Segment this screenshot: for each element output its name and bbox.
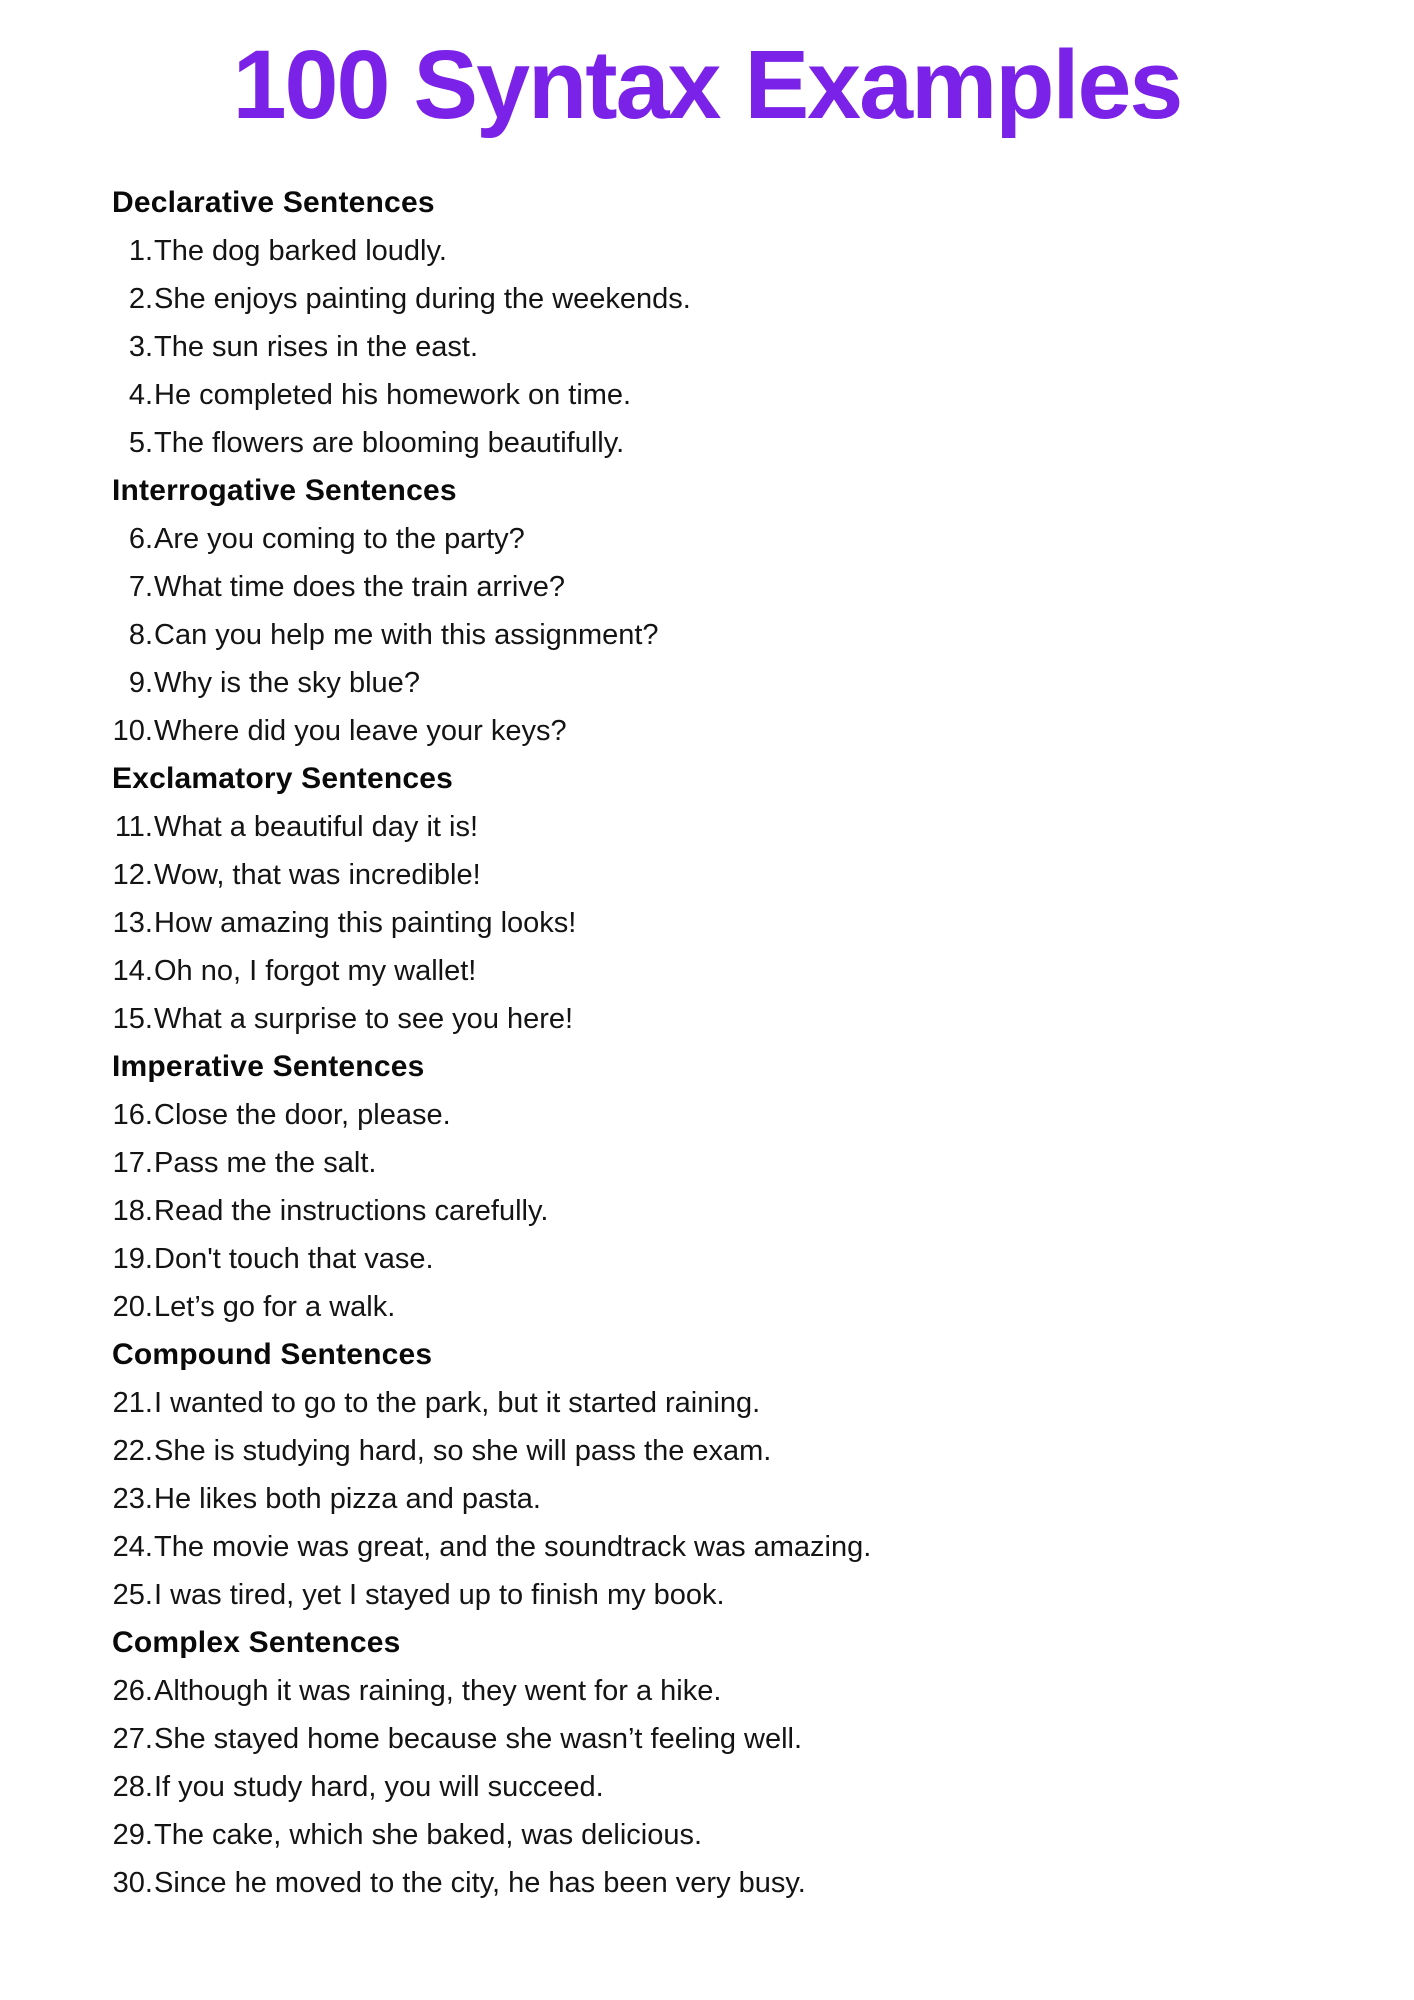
- item-sentence: What a surprise to see you here!: [154, 1003, 574, 1035]
- item-number: 24.: [112, 1531, 153, 1563]
- list-item: [0, 1763, 1414, 1811]
- item-number: 1.: [128, 235, 153, 267]
- list-item: [0, 419, 1414, 467]
- list-item: [0, 995, 1414, 1043]
- item-sentence: The flowers are blooming beautifully.: [154, 427, 625, 459]
- item-sentence: Where did you leave your keys?: [154, 715, 567, 747]
- item-sentence: He likes both pizza and pasta.: [154, 1483, 541, 1515]
- item-number: 5.: [128, 427, 153, 459]
- item-number: 21.: [112, 1387, 153, 1419]
- item-sentence: I was tired, yet I stayed up to finish my book.: [154, 1579, 725, 1611]
- list-item: [0, 947, 1414, 995]
- section-heading: Declarative Sentences: [112, 186, 435, 219]
- list-item: [0, 275, 1414, 323]
- section: [0, 1331, 1414, 1619]
- sentence-list-content: [0, 179, 1414, 1907]
- section: [0, 1043, 1414, 1331]
- item-number: 26.: [112, 1675, 153, 1707]
- section-item-list: [0, 227, 1414, 467]
- section-heading: Exclamatory Sentences: [112, 762, 454, 795]
- item-sentence: She is studying hard, so she will pass the exam.: [154, 1435, 772, 1467]
- item-sentence: Oh no, I forgot my wallet!: [154, 955, 477, 987]
- item-sentence: If you study hard, you will succeed.: [154, 1771, 604, 1803]
- item-number: 30.: [112, 1867, 153, 1899]
- item-number: 6.: [128, 523, 153, 555]
- section-heading: Imperative Sentences: [112, 1050, 425, 1083]
- item-sentence: Since he moved to the city, he has been very busy.: [154, 1867, 806, 1899]
- list-item: [0, 1523, 1414, 1571]
- item-sentence: The dog barked loudly.: [154, 235, 447, 267]
- section-item-list: [0, 1379, 1414, 1619]
- item-number: 2.: [128, 283, 153, 315]
- item-sentence: What a beautiful day it is!: [154, 811, 478, 843]
- list-item: [0, 1715, 1414, 1763]
- list-item: [0, 1187, 1414, 1235]
- list-item: [0, 1811, 1414, 1859]
- list-item: [0, 1139, 1414, 1187]
- item-sentence: Read the instructions carefully.: [154, 1195, 549, 1227]
- section: [0, 179, 1414, 467]
- item-number: 13.: [112, 907, 153, 939]
- item-sentence: How amazing this painting looks!: [154, 907, 577, 939]
- item-sentence: Pass me the salt.: [154, 1147, 377, 1179]
- list-item: [0, 1475, 1414, 1523]
- list-item: [0, 1667, 1414, 1715]
- list-item: [0, 1571, 1414, 1619]
- list-item: [0, 1859, 1414, 1907]
- section-item-list: [0, 1667, 1414, 1907]
- section-item-list: [0, 515, 1414, 755]
- item-sentence: Can you help me with this assignment?: [154, 619, 659, 651]
- list-item: [0, 659, 1414, 707]
- item-number: 27.: [112, 1723, 153, 1755]
- list-item: [0, 323, 1414, 371]
- item-sentence: Don't touch that vase.: [154, 1243, 434, 1275]
- list-item: [0, 899, 1414, 947]
- list-item: [0, 1091, 1414, 1139]
- item-number: 12.: [112, 859, 153, 891]
- list-item: [0, 371, 1414, 419]
- list-item: [0, 803, 1414, 851]
- list-item: [0, 515, 1414, 563]
- section-heading: Complex Sentences: [112, 1626, 401, 1659]
- item-number: 17.: [112, 1147, 153, 1179]
- list-item: [0, 227, 1414, 275]
- item-number: 7.: [128, 571, 153, 603]
- item-number: 23.: [112, 1483, 153, 1515]
- item-sentence: The movie was great, and the soundtrack was amazing.: [154, 1531, 872, 1563]
- item-sentence: She stayed home because she wasn’t feeling well.: [154, 1723, 803, 1755]
- page-title: 100 Syntax Examples: [232, 30, 1182, 139]
- item-number: 15.: [112, 1003, 153, 1035]
- item-sentence: He completed his homework on time.: [154, 379, 632, 411]
- item-number: 16.: [112, 1099, 153, 1131]
- list-item: [0, 1427, 1414, 1475]
- item-number: 11.: [114, 811, 153, 843]
- item-number: 20.: [112, 1291, 153, 1323]
- item-number: 29.: [112, 1819, 153, 1851]
- item-number: 18.: [112, 1195, 153, 1227]
- list-item: [0, 851, 1414, 899]
- item-sentence: What time does the train arrive?: [154, 571, 566, 603]
- item-sentence: The sun rises in the east.: [154, 331, 478, 363]
- section: [0, 467, 1414, 755]
- item-sentence: I wanted to go to the park, but it started raining.: [154, 1387, 761, 1419]
- list-item: [0, 1379, 1414, 1427]
- list-item: [0, 563, 1414, 611]
- item-number: 22.: [112, 1435, 153, 1467]
- list-item: [0, 1235, 1414, 1283]
- section: [0, 755, 1414, 1043]
- item-number: 28.: [112, 1771, 153, 1803]
- item-sentence: Close the door, please.: [154, 1099, 451, 1131]
- section-item-list: [0, 1091, 1414, 1331]
- item-number: 4.: [128, 379, 153, 411]
- section-heading: Interrogative Sentences: [112, 474, 457, 507]
- list-item: [0, 707, 1414, 755]
- item-number: 19.: [112, 1243, 153, 1275]
- item-number: 10.: [112, 715, 153, 747]
- item-number: 14.: [112, 955, 153, 987]
- item-number: 25.: [112, 1579, 153, 1611]
- list-item: [0, 611, 1414, 659]
- item-sentence: She enjoys painting during the weekends.: [154, 283, 691, 315]
- item-sentence: Let’s go for a walk.: [154, 1291, 396, 1323]
- section-heading: Compound Sentences: [112, 1338, 433, 1371]
- item-number: 8.: [128, 619, 153, 651]
- item-number: 9.: [128, 667, 153, 699]
- item-sentence: Why is the sky blue?: [154, 667, 420, 699]
- list-item: [0, 1283, 1414, 1331]
- section: [0, 1619, 1414, 1907]
- item-number: 3.: [128, 331, 153, 363]
- item-sentence: Although it was raining, they went for a hike.: [154, 1675, 722, 1707]
- item-sentence: Wow, that was incredible!: [154, 859, 481, 891]
- item-sentence: The cake, which she baked, was delicious.: [154, 1819, 703, 1851]
- item-sentence: Are you coming to the party?: [154, 523, 525, 555]
- section-item-list: [0, 803, 1414, 1043]
